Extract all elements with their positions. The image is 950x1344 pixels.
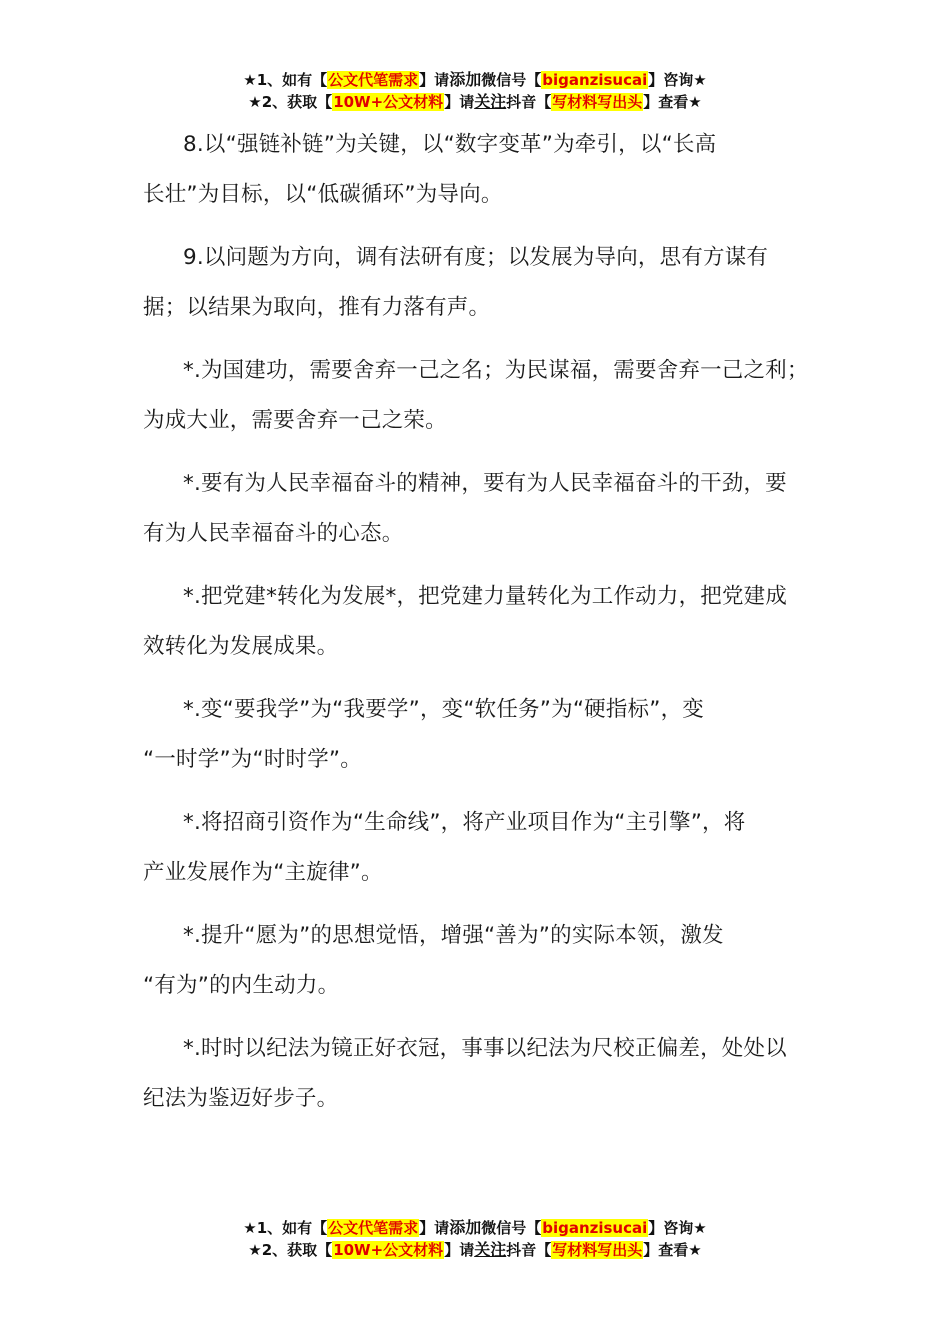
banner-line-2 xyxy=(0,91,950,113)
banner-text: 】请 xyxy=(444,93,475,111)
paragraph-line: 有为人民幸福奋斗的心态。 xyxy=(143,521,404,546)
banner-text: 微信号【 xyxy=(481,71,542,89)
paragraph-line: 为成大业，需要舍弃一己之荣。 xyxy=(143,408,447,433)
paragraph-line: 8.以“强链补链”为关键，以“数字变革”为牵引，以“长高 xyxy=(183,132,717,157)
paragraph xyxy=(143,1024,833,1124)
paragraph-line: *.要有为人民幸福奋斗的精神，要有为人民幸福奋斗的干劲，要 xyxy=(183,471,787,496)
paragraph-line: *.把党建*转化为发展*，把党建力量转化为工作动力，把党建成 xyxy=(183,584,788,609)
paragraph-line: *.变“要我学”为“我要学”，变“软任务”为“硬指标”，变 xyxy=(183,697,704,722)
paragraph xyxy=(143,911,833,1011)
highlight-wechat-id: biganzisucai xyxy=(542,1219,648,1237)
paragraph-line: 据；以结果为取向，推有力落有声。 xyxy=(143,295,491,320)
banner-line-1 xyxy=(0,1217,950,1239)
paragraph-line: *.时时以纪法为镜正好衣冠，事事以纪法为尺校正偏差，处处以 xyxy=(183,1036,787,1061)
paragraph xyxy=(143,120,833,220)
banner-prefix: ★1、如有【 xyxy=(243,1219,328,1237)
banner-suffix: 】查看★ xyxy=(643,93,702,111)
highlight-writing-service: 公文代笔需求 xyxy=(328,71,419,89)
paragraph-line: 效转化为发展成果。 xyxy=(143,634,339,659)
paragraph-line: 产业发展作为“主旋律”。 xyxy=(143,860,383,885)
paragraph-line: 长壮”为目标，以“低碳循环”为导向。 xyxy=(143,182,503,207)
paragraph xyxy=(143,459,833,559)
paragraph-line: *.提升“愿为”的思想觉悟，增强“善为”的实际本领，激发 xyxy=(183,923,724,948)
highlight-materials: 10W+公文材料 xyxy=(333,93,444,111)
paragraph xyxy=(143,572,833,672)
banner-emphasis: 关注 xyxy=(474,92,507,111)
header-banner xyxy=(0,69,950,113)
banner-text: 抖音【 xyxy=(506,1241,552,1259)
banner-text: 】请 xyxy=(419,71,450,89)
footer-banner xyxy=(0,1217,950,1261)
paragraph xyxy=(143,798,833,898)
paragraph xyxy=(143,233,833,333)
banner-text: 】请 xyxy=(444,1241,475,1259)
banner-suffix: 】咨询★ xyxy=(648,1219,707,1237)
banner-text: 微信号【 xyxy=(481,1219,542,1237)
paragraph-line: “一时学”为“时时学”。 xyxy=(143,747,362,772)
highlight-writing-service: 公文代笔需求 xyxy=(328,1219,419,1237)
banner-emphasis: 添加 xyxy=(449,1218,482,1237)
banner-line-2 xyxy=(0,1239,950,1261)
highlight-douyin-account: 写材料写出头 xyxy=(552,1241,643,1259)
banner-text: 】请 xyxy=(419,1219,450,1237)
highlight-wechat-id: biganzisucai xyxy=(542,71,648,89)
highlight-douyin-account: 写材料写出头 xyxy=(552,93,643,111)
paragraph-line: *.将招商引资作为“生命线”，将产业项目作为“主引擎”，将 xyxy=(183,810,746,835)
paragraph-line: 9.以问题为方向，调有法研有度；以发展为导向，思有方谋有 xyxy=(183,245,769,270)
banner-prefix: ★2、获取【 xyxy=(248,1241,333,1259)
banner-prefix: ★2、获取【 xyxy=(248,93,333,111)
paragraph xyxy=(143,685,833,785)
banner-suffix: 】查看★ xyxy=(643,1241,702,1259)
document-body xyxy=(143,120,833,1137)
highlight-materials: 10W+公文材料 xyxy=(333,1241,444,1259)
paragraph-line: “有为”的内生动力。 xyxy=(143,973,340,998)
banner-emphasis: 关注 xyxy=(474,1240,507,1259)
banner-suffix: 】咨询★ xyxy=(648,71,707,89)
banner-text: 抖音【 xyxy=(506,93,552,111)
banner-line-1 xyxy=(0,69,950,91)
paragraph xyxy=(143,346,833,446)
banner-emphasis: 添加 xyxy=(449,70,482,89)
paragraph-line: 纪法为鉴迈好步子。 xyxy=(143,1086,339,1111)
paragraph-line: *.为国建功，需要舍弃一己之名；为民谋福，需要舍弃一己之利； xyxy=(183,358,809,383)
banner-prefix: ★1、如有【 xyxy=(243,71,328,89)
